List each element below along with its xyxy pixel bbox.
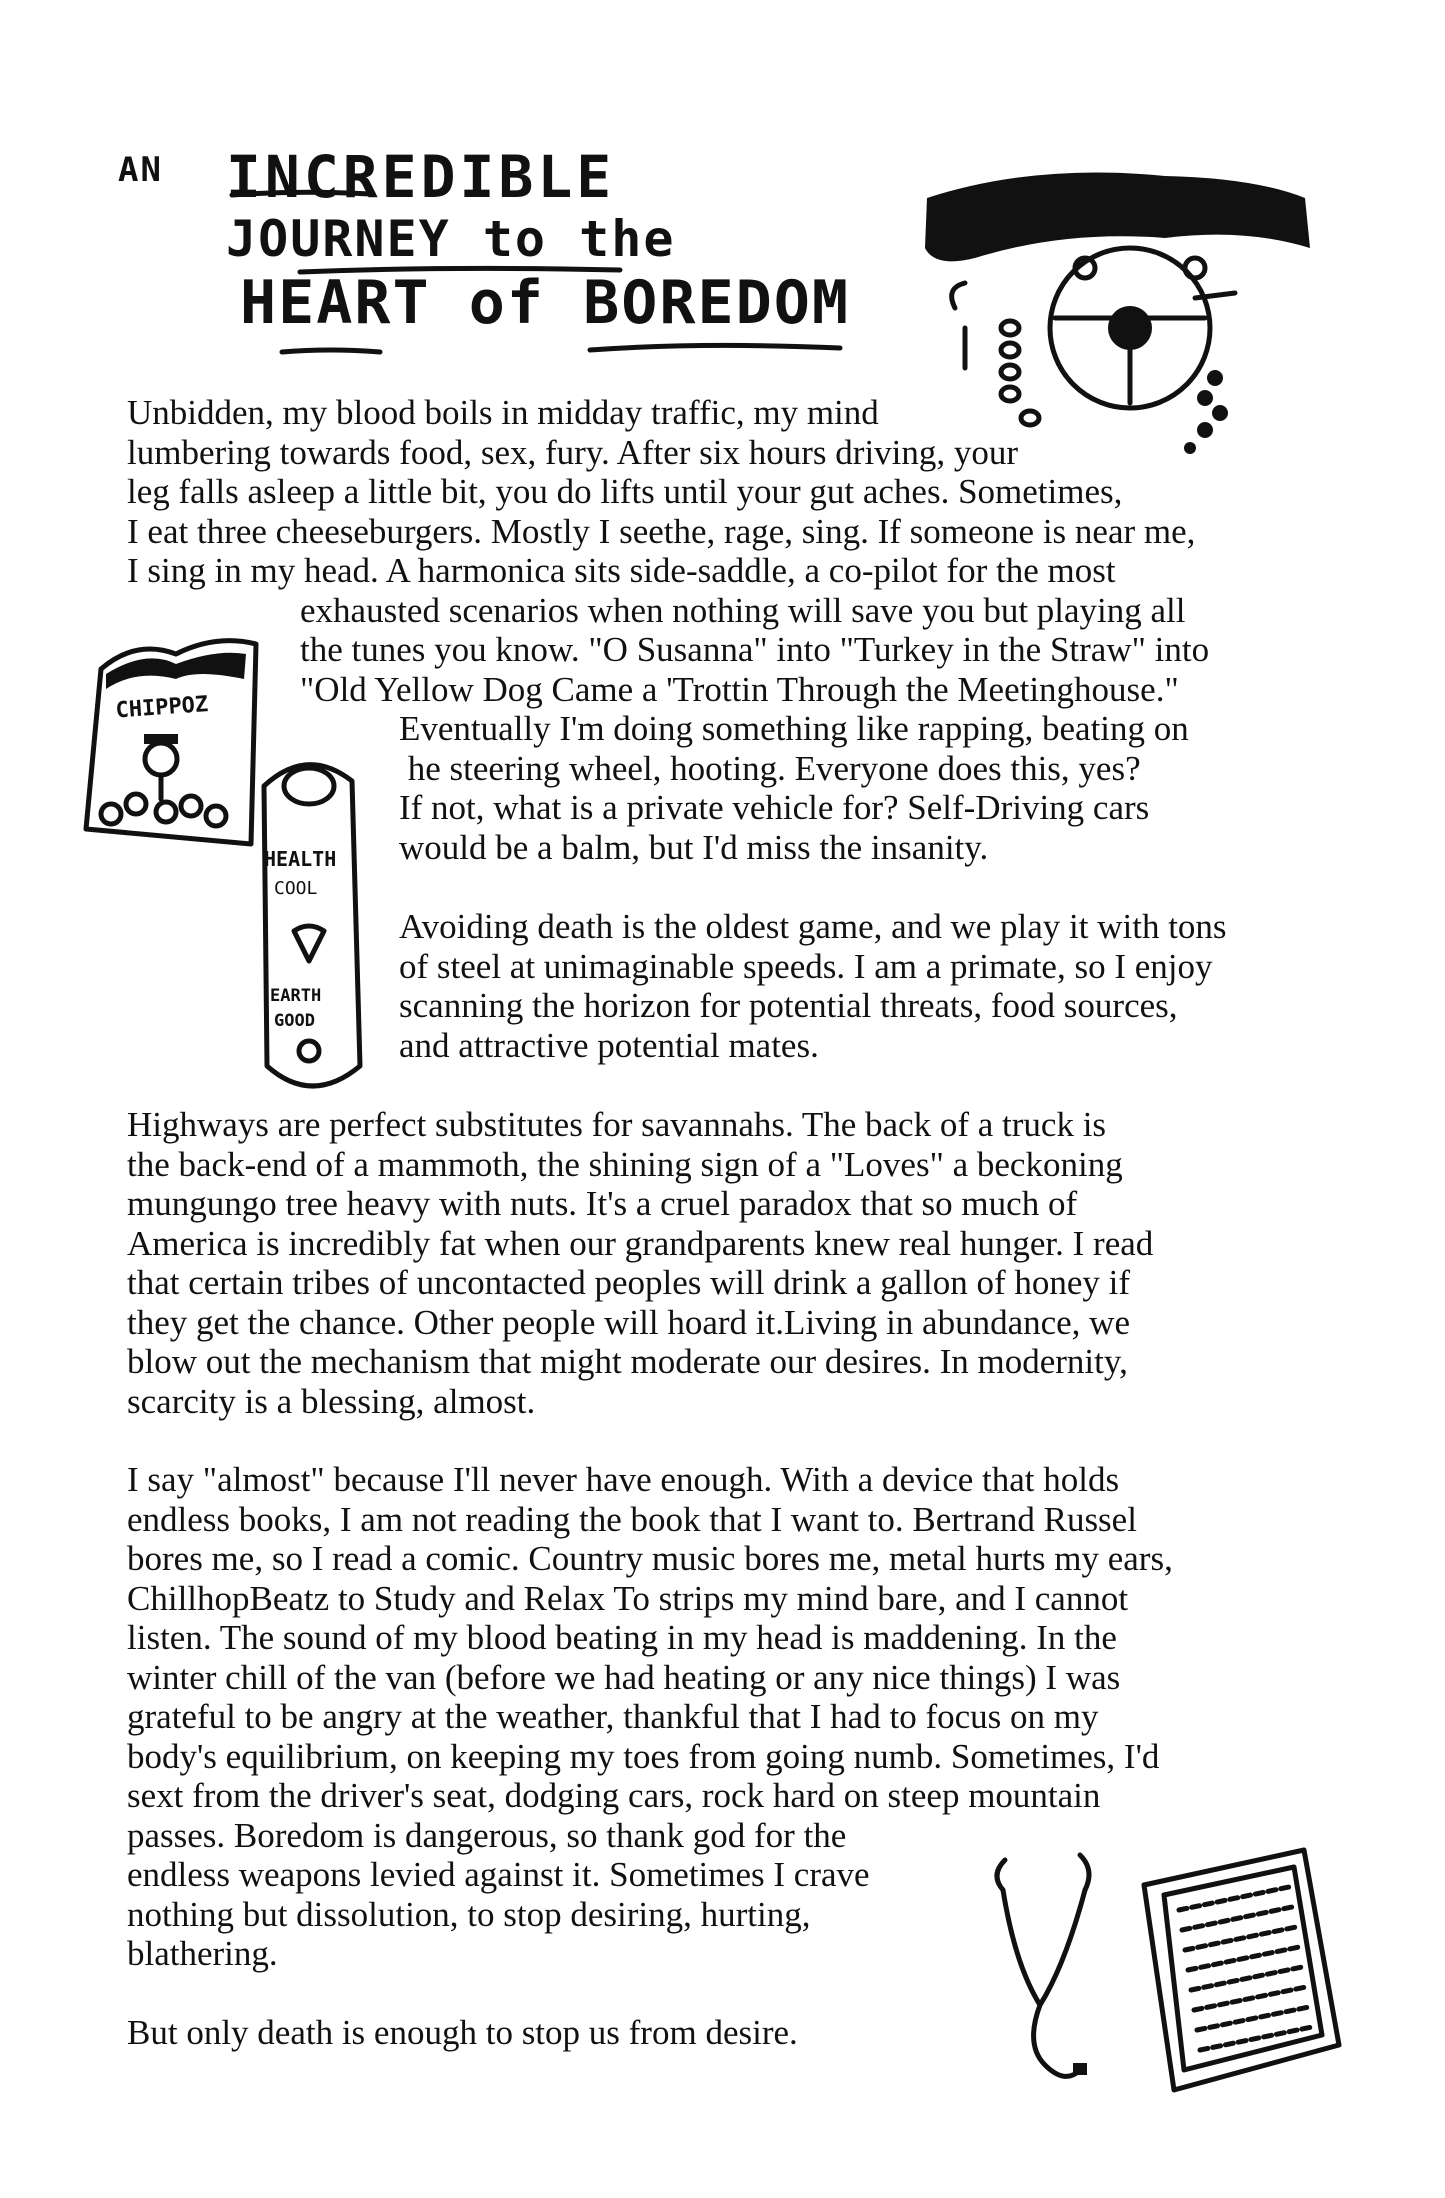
paragraph-4-line: winter chill of the van (before we had heating or any nice things) I was: [127, 1657, 1121, 1697]
can-label-health: HEALTH: [264, 847, 337, 871]
paragraph-4-line: bores me, so I read a comic. Country music bores me, metal hurts my ears,: [127, 1539, 1173, 1578]
paragraph-4-line: endless books, I am not reading the book that I want to. Bertrand Russel: [127, 1499, 1137, 1539]
paragraph-1-line: Eventually I'm doing something like rapping, beating on: [399, 709, 1189, 748]
can-illustration: [252, 746, 372, 1106]
paragraph-3-line: America is incredibly fat when our grandparents knew real hunger. I read: [127, 1223, 1154, 1263]
can-label-earth: EARTH: [270, 986, 322, 1006]
paragraph-4-line: nothing but dissolution, to stop desiring, hurting,: [127, 1894, 811, 1934]
paragraph-1-line: the tunes you know. "O Susanna" into "Turkey in the Straw" into: [300, 630, 1210, 669]
paragraph-4-line: I say "almost" because I'll never have enough. With a device that holds: [127, 1460, 1120, 1499]
paragraph-1-line: lumbering towards food, sex, fury. After six hours driving, your: [127, 432, 1019, 472]
paragraph-1-line: I eat three cheeseburgers. Mostly I seethe, rage, sing. If someone is near me,: [127, 511, 1196, 551]
can-label-good: GOOD: [274, 1011, 315, 1031]
paragraph-4-line: blathering.: [127, 1934, 278, 1973]
paragraph-1-line: would be a balm, but I'd miss the insanity.: [399, 827, 989, 867]
title-heart-of-boredom: HEART of BOREDOM: [240, 268, 850, 338]
paragraph-2-line: Avoiding death is the oldest game, and we play it with tons: [399, 907, 1227, 946]
title-incredible: INCREDIBLE: [226, 143, 616, 211]
paragraph-1-line: Unbidden, my blood boils in midday traffic, my mind: [127, 393, 879, 432]
tablet-illustration: [1134, 1845, 1344, 2095]
paragraph-3-line: the back-end of a mammoth, the shining sign of a "Loves" a beckoning: [127, 1144, 1123, 1184]
title-journey: JOURNEY to the: [226, 210, 676, 268]
paragraph-1-line: If not, what is a private vehicle for? Self-Driving cars: [399, 788, 1150, 827]
paragraph-3-line: that certain tribes of uncontacted peoples will drink a gallon of honey if: [127, 1263, 1131, 1302]
paragraph-3-line: they get the chance. Other people will hoard it.Living in abundance, we: [127, 1302, 1130, 1342]
paragraph-4-line: passes. Boredom is dangerous, so thank god for the: [127, 1815, 847, 1855]
paragraph-4-line: endless weapons levied against it. Sometimes I crave: [127, 1855, 870, 1894]
paragraph-4-line: body's equilibrium, on keeping my toes from going numb. Sometimes, I'd: [127, 1736, 1160, 1776]
paragraph-4-line: grateful to be angry at the weather, thankful that I had to focus on my: [127, 1697, 1099, 1736]
paragraph-1-line: he steering wheel, hooting. Everyone does this, yes?: [399, 748, 1141, 788]
paragraph-1-line: "Old Yellow Dog Came a 'Trottin Through the Meetinghouse.": [300, 669, 1179, 709]
paragraph-3-line: scarcity is a blessing, almost.: [127, 1381, 536, 1421]
paragraph-2-line: scanning the horizon for potential threats, food sources,: [399, 986, 1178, 1025]
earbuds-illustration: [985, 1845, 1125, 2095]
paragraph-3-line: blow out the mechanism that might moderate our desires. In modernity,: [127, 1342, 1128, 1381]
paragraph-1-line: I sing in my head. A harmonica sits side-saddle, a co-pilot for the most: [127, 551, 1116, 590]
paragraph-4-line: sext from the driver's seat, dodging cars, rock hard on steep mountain: [127, 1776, 1101, 1815]
can-label-cool: COOL: [274, 878, 318, 899]
chips-bag-label: CHIPPOZ: [114, 692, 210, 724]
paragraph-4-line: listen. The sound of my blood beating in my head is maddening. In the: [127, 1618, 1117, 1657]
paragraph-3-line: Highways are perfect substitutes for savannahs. The back of a truck is: [127, 1105, 1107, 1144]
paragraph-1-line: exhausted scenarios when nothing will save you but playing all: [300, 590, 1186, 630]
paragraph-1-line: leg falls asleep a little bit, you do lifts until your gut aches. Sometimes,: [127, 472, 1123, 511]
chips-bag-illustration: [76, 634, 266, 864]
steering-wheel-illustration: [915, 168, 1325, 458]
paragraph-3-line: mungungo tree heavy with nuts. It's a cruel paradox that so much of: [127, 1184, 1078, 1223]
paragraph-2-line: of steel at unimaginable speeds. I am a primate, so I enjoy: [399, 946, 1213, 986]
title-an: AN: [118, 150, 163, 190]
paragraph-4-line: ChillhopBeatz to Study and Relax To strips my mind bare, and I cannot: [127, 1578, 1129, 1618]
paragraph-2-line: and attractive potential mates.: [399, 1025, 819, 1065]
paragraph-5-line: But only death is enough to stop us from desire.: [127, 2013, 798, 2052]
